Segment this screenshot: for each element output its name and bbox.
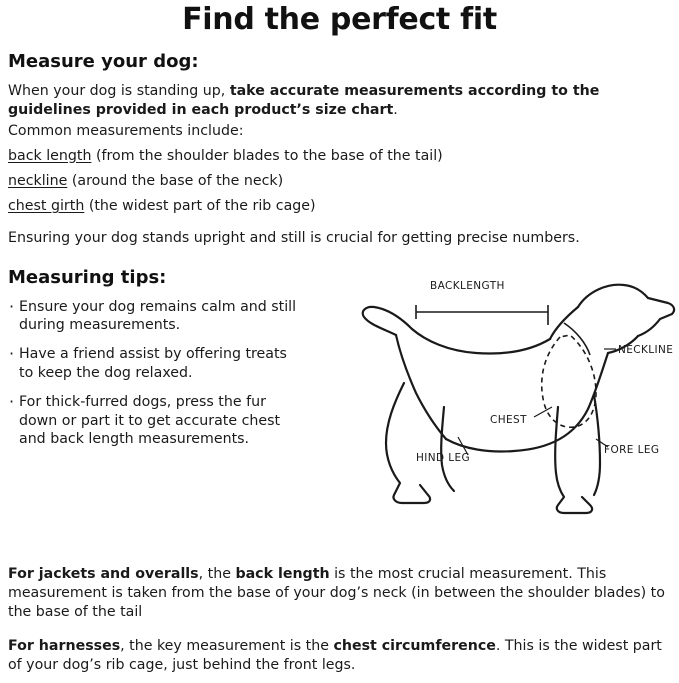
term-back-length-desc: (from the shoulder blades to the base of the tail) xyxy=(91,147,443,164)
tips-column xyxy=(8,267,308,517)
dog-diagram-svg xyxy=(308,267,678,517)
harness-note-rest: . This is the widest part of your dog’s rib cage, just behind the front legs. xyxy=(8,637,662,673)
harness-note xyxy=(8,637,671,675)
list-item: · Have a friend assist by offering treats to keep the dog relaxed. xyxy=(8,345,302,382)
diagram-leader-lines xyxy=(458,349,616,455)
harness-note-bold-lead: For harnesses xyxy=(8,637,121,654)
harness-note-mid: , the key measurement is the xyxy=(120,637,334,654)
jackets-note-rest: is the most crucial measurement. This measurement is taken from the base of your dog’s neck (in between the shoulder blades) to the base of the tail xyxy=(8,566,665,621)
infographic-page xyxy=(0,2,679,683)
measure-heading: Measure your dog: xyxy=(8,51,199,72)
backlength-measure-bracket xyxy=(416,305,548,325)
measure-common-label: Common measurements include: xyxy=(8,123,244,140)
measure-intro xyxy=(8,82,671,120)
tips-list xyxy=(8,298,302,449)
term-row-chest-girth xyxy=(8,196,671,217)
page-title: Find the perfect fit xyxy=(182,2,497,37)
jackets-note-bold-term: back length xyxy=(235,566,330,583)
jackets-note xyxy=(8,565,671,623)
jackets-note-bold-lead: For jackets and overalls xyxy=(8,566,199,583)
term-chest-girth-desc: (the widest part of the rib cage) xyxy=(84,198,316,215)
footer-notes xyxy=(8,565,671,675)
term-chest-girth: chest girth xyxy=(8,198,85,215)
measure-intro-period: . xyxy=(393,102,398,119)
tips-and-diagram xyxy=(8,266,674,517)
label-hind-leg: HIND LEG xyxy=(416,451,471,464)
label-chest: CHEST xyxy=(490,413,527,426)
list-item: · For thick-furred dogs, press the fur down or part it to get accurate chest and back length measurements. xyxy=(8,393,302,448)
term-row-back-length xyxy=(8,146,671,167)
measure-intro-lead: When your dog is standing up, xyxy=(8,83,230,99)
dog-measurement-diagram xyxy=(308,267,678,517)
dog-outline-icon xyxy=(363,284,674,512)
jackets-note-mid: , the xyxy=(198,566,236,583)
term-row-neckline xyxy=(8,171,671,192)
harness-note-bold-term: chest circumference xyxy=(333,637,496,654)
term-neckline: neckline xyxy=(8,172,68,189)
neckline-measure-line xyxy=(564,323,590,355)
measure-ensure-text: Ensuring your dog stands upright and still is crucial for getting precise numbers. xyxy=(8,230,580,247)
term-neckline-desc: (around the base of the neck) xyxy=(67,172,284,189)
label-fore-leg: FORE LEG xyxy=(604,443,660,456)
term-back-length: back length xyxy=(8,147,92,164)
label-neckline: NECKLINE xyxy=(618,343,674,356)
label-backlength: BACKLENGTH xyxy=(430,279,505,292)
list-item: · Ensure your dog remains calm and still during measurements. xyxy=(8,298,302,335)
tips-heading: Measuring tips: xyxy=(8,266,167,288)
measure-intro-emphasis: take accurate measurements according to the guidelines provided in each product’s size chart xyxy=(8,83,600,119)
